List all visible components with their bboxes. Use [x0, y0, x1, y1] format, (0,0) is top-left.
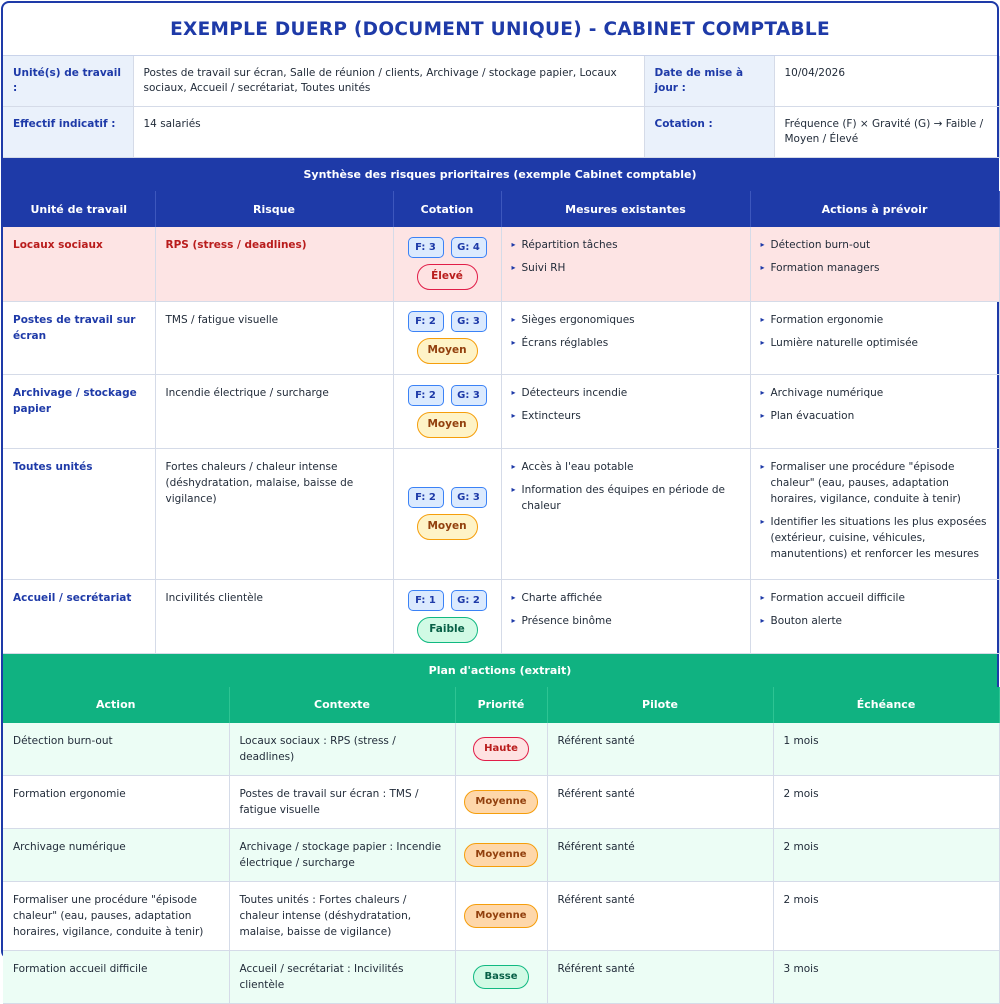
list-item: ▸ Charte affichée [512, 590, 740, 606]
col-header-unit: Unité de travail [3, 191, 155, 227]
risk-name: RPS (stress / deadlines) [155, 227, 393, 301]
action-deadline: 1 mois [773, 723, 999, 776]
table-row [3, 723, 999, 776]
action-context: Archivage / stockage papier : Incendie électrique / surcharge [229, 828, 455, 881]
list-item: ▸ Suivi RH [512, 260, 740, 276]
measures-cell [501, 374, 750, 448]
table-row [3, 950, 999, 1003]
col-header-planned-actions: Actions à prévoir [750, 191, 999, 227]
action-deadline: 2 mois [773, 881, 999, 950]
table-row [3, 374, 999, 448]
action-plan-banner: Plan d'actions (extrait) [3, 654, 997, 687]
list-item: ▸ Plan évacuation [761, 408, 989, 424]
staff-label: Effectif indicatif : [3, 107, 133, 158]
list-item: ▸ Répartition tâches [512, 237, 740, 253]
table-row [3, 828, 999, 881]
risk-table [3, 191, 1000, 654]
level-badge: Moyen [417, 514, 478, 540]
priority-cell [455, 950, 547, 1003]
measures-cell [501, 448, 750, 579]
action-name: Formation accueil difficile [3, 950, 229, 1003]
list-item: ▸ Identifier les situations les plus exposées (extérieur, cuisine, véhicules, manutentions) et renforcer les mesures [761, 514, 989, 562]
action-pilot: Référent santé [547, 723, 773, 776]
table-row [3, 881, 999, 950]
frequency-badge: F: 2 [408, 385, 444, 406]
priority-cell [455, 881, 547, 950]
action-context: Locaux sociaux : RPS (stress / deadlines) [229, 723, 455, 776]
rating-cell [393, 227, 501, 301]
priority-cell [455, 723, 547, 776]
table-row [3, 227, 999, 301]
risk-name: Incivilités clientèle [155, 579, 393, 653]
priority-badge: Basse [473, 965, 528, 989]
action-name: Formaliser une procédure "épisode chaleur" (eau, pauses, adaptation horaires, vigilance, conduite à tenir) [3, 881, 229, 950]
action-pilot: Référent santé [547, 950, 773, 1003]
rating-label: Cotation : [644, 107, 774, 158]
list-item: ▸ Formation ergonomie [761, 312, 989, 328]
actions-cell [750, 374, 999, 448]
list-item: ▸ Extincteurs [512, 408, 740, 424]
severity-badge: G: 2 [451, 590, 487, 611]
col-header-risk: Risque [155, 191, 393, 227]
actions-cell [750, 301, 999, 374]
rating-cell [393, 579, 501, 653]
col-header-pilot: Pilote [547, 687, 773, 723]
level-badge: Élevé [417, 264, 478, 290]
action-deadline: 3 mois [773, 950, 999, 1003]
action-deadline: 2 mois [773, 775, 999, 828]
actions-cell [750, 227, 999, 301]
risk-unit: Toutes unités [3, 448, 155, 579]
frequency-badge: F: 2 [408, 311, 444, 332]
level-badge: Moyen [417, 338, 478, 364]
col-header-context: Contexte [229, 687, 455, 723]
risk-unit: Accueil / secrétariat [3, 579, 155, 653]
duerp-document [1, 1, 999, 991]
list-item: ▸ Formation accueil difficile [761, 590, 989, 606]
action-plan-table [3, 687, 1000, 1004]
level-badge: Faible [417, 617, 478, 643]
table-row [3, 301, 999, 374]
col-header-measures: Mesures existantes [501, 191, 750, 227]
severity-badge: G: 3 [451, 487, 487, 508]
risk-name: Fortes chaleurs / chaleur intense (déshydratation, malaise, baisse de vigilance) [155, 448, 393, 579]
measures-cell [501, 301, 750, 374]
list-item: ▸ Présence binôme [512, 613, 740, 629]
severity-badge: G: 3 [451, 311, 487, 332]
list-item: ▸ Formaliser une procédure "épisode chaleur" (eau, pauses, adaptation horaires, vigilance, conduite à tenir) [761, 459, 989, 507]
action-name: Détection burn-out [3, 723, 229, 776]
priority-cell [455, 828, 547, 881]
action-pilot: Référent santé [547, 881, 773, 950]
level-badge: Moyen [417, 412, 478, 438]
action-name: Archivage numérique [3, 828, 229, 881]
frequency-badge: F: 3 [408, 237, 444, 258]
risk-unit: Locaux sociaux [3, 227, 155, 301]
risk-name: TMS / fatigue visuelle [155, 301, 393, 374]
rating-cell [393, 448, 501, 579]
priority-badge: Haute [473, 737, 529, 761]
col-header-action: Action [3, 687, 229, 723]
info-table [3, 56, 1000, 158]
list-item: ▸ Formation managers [761, 260, 989, 276]
list-item: ▸ Lumière naturelle optimisée [761, 335, 989, 351]
priority-badge: Moyenne [464, 843, 537, 867]
units-label: Unité(s) de travail : [3, 56, 133, 107]
actions-cell [750, 579, 999, 653]
severity-badge: G: 3 [451, 385, 487, 406]
rating-cell [393, 374, 501, 448]
measures-cell [501, 227, 750, 301]
list-item: ▸ Bouton alerte [761, 613, 989, 629]
risk-summary-banner: Synthèse des risques prioritaires (exemple Cabinet comptable) [3, 158, 997, 191]
action-context: Postes de travail sur écran : TMS / fatigue visuelle [229, 775, 455, 828]
col-header-rating: Cotation [393, 191, 501, 227]
frequency-badge: F: 1 [408, 590, 444, 611]
list-item: ▸ Accès à l'eau potable [512, 459, 740, 475]
priority-cell [455, 775, 547, 828]
priority-badge: Moyenne [464, 904, 537, 928]
list-item: ▸ Sièges ergonomiques [512, 312, 740, 328]
units-value: Postes de travail sur écran, Salle de réunion / clients, Archivage / stockage papier, Locaux sociaux, Accueil / secrétariat, Toutes unités [133, 56, 644, 107]
frequency-badge: F: 2 [408, 487, 444, 508]
priority-badge: Moyenne [464, 790, 537, 814]
action-name: Formation ergonomie [3, 775, 229, 828]
severity-badge: G: 4 [451, 237, 487, 258]
list-item: ▸ Information des équipes en période de chaleur [512, 482, 740, 514]
date-label: Date de mise à jour : [644, 56, 774, 107]
risk-name: Incendie électrique / surcharge [155, 374, 393, 448]
rating-cell [393, 301, 501, 374]
action-context: Toutes unités : Fortes chaleurs / chaleur intense (déshydratation, malaise, baisse de vigilance) [229, 881, 455, 950]
page-title: EXEMPLE DUERP (DOCUMENT UNIQUE) - CABINET COMPTABLE [3, 3, 997, 56]
list-item: ▸ Détecteurs incendie [512, 385, 740, 401]
table-row [3, 448, 999, 579]
actions-cell [750, 448, 999, 579]
risk-unit: Postes de travail sur écran [3, 301, 155, 374]
col-header-deadline: Échéance [773, 687, 999, 723]
list-item: ▸ Archivage numérique [761, 385, 989, 401]
staff-value: 14 salariés [133, 107, 644, 158]
action-pilot: Référent santé [547, 828, 773, 881]
table-row [3, 579, 999, 653]
action-context: Accueil / secrétariat : Incivilités clientèle [229, 950, 455, 1003]
rating-value: Fréquence (F) × Gravité (G) → Faible / Moyen / Élevé [774, 107, 999, 158]
risk-unit: Archivage / stockage papier [3, 374, 155, 448]
action-pilot: Référent santé [547, 775, 773, 828]
date-value: 10/04/2026 [774, 56, 999, 107]
measures-cell [501, 579, 750, 653]
table-row [3, 775, 999, 828]
list-item: ▸ Écrans réglables [512, 335, 740, 351]
list-item: ▸ Détection burn-out [761, 237, 989, 253]
col-header-priority: Priorité [455, 687, 547, 723]
action-deadline: 2 mois [773, 828, 999, 881]
